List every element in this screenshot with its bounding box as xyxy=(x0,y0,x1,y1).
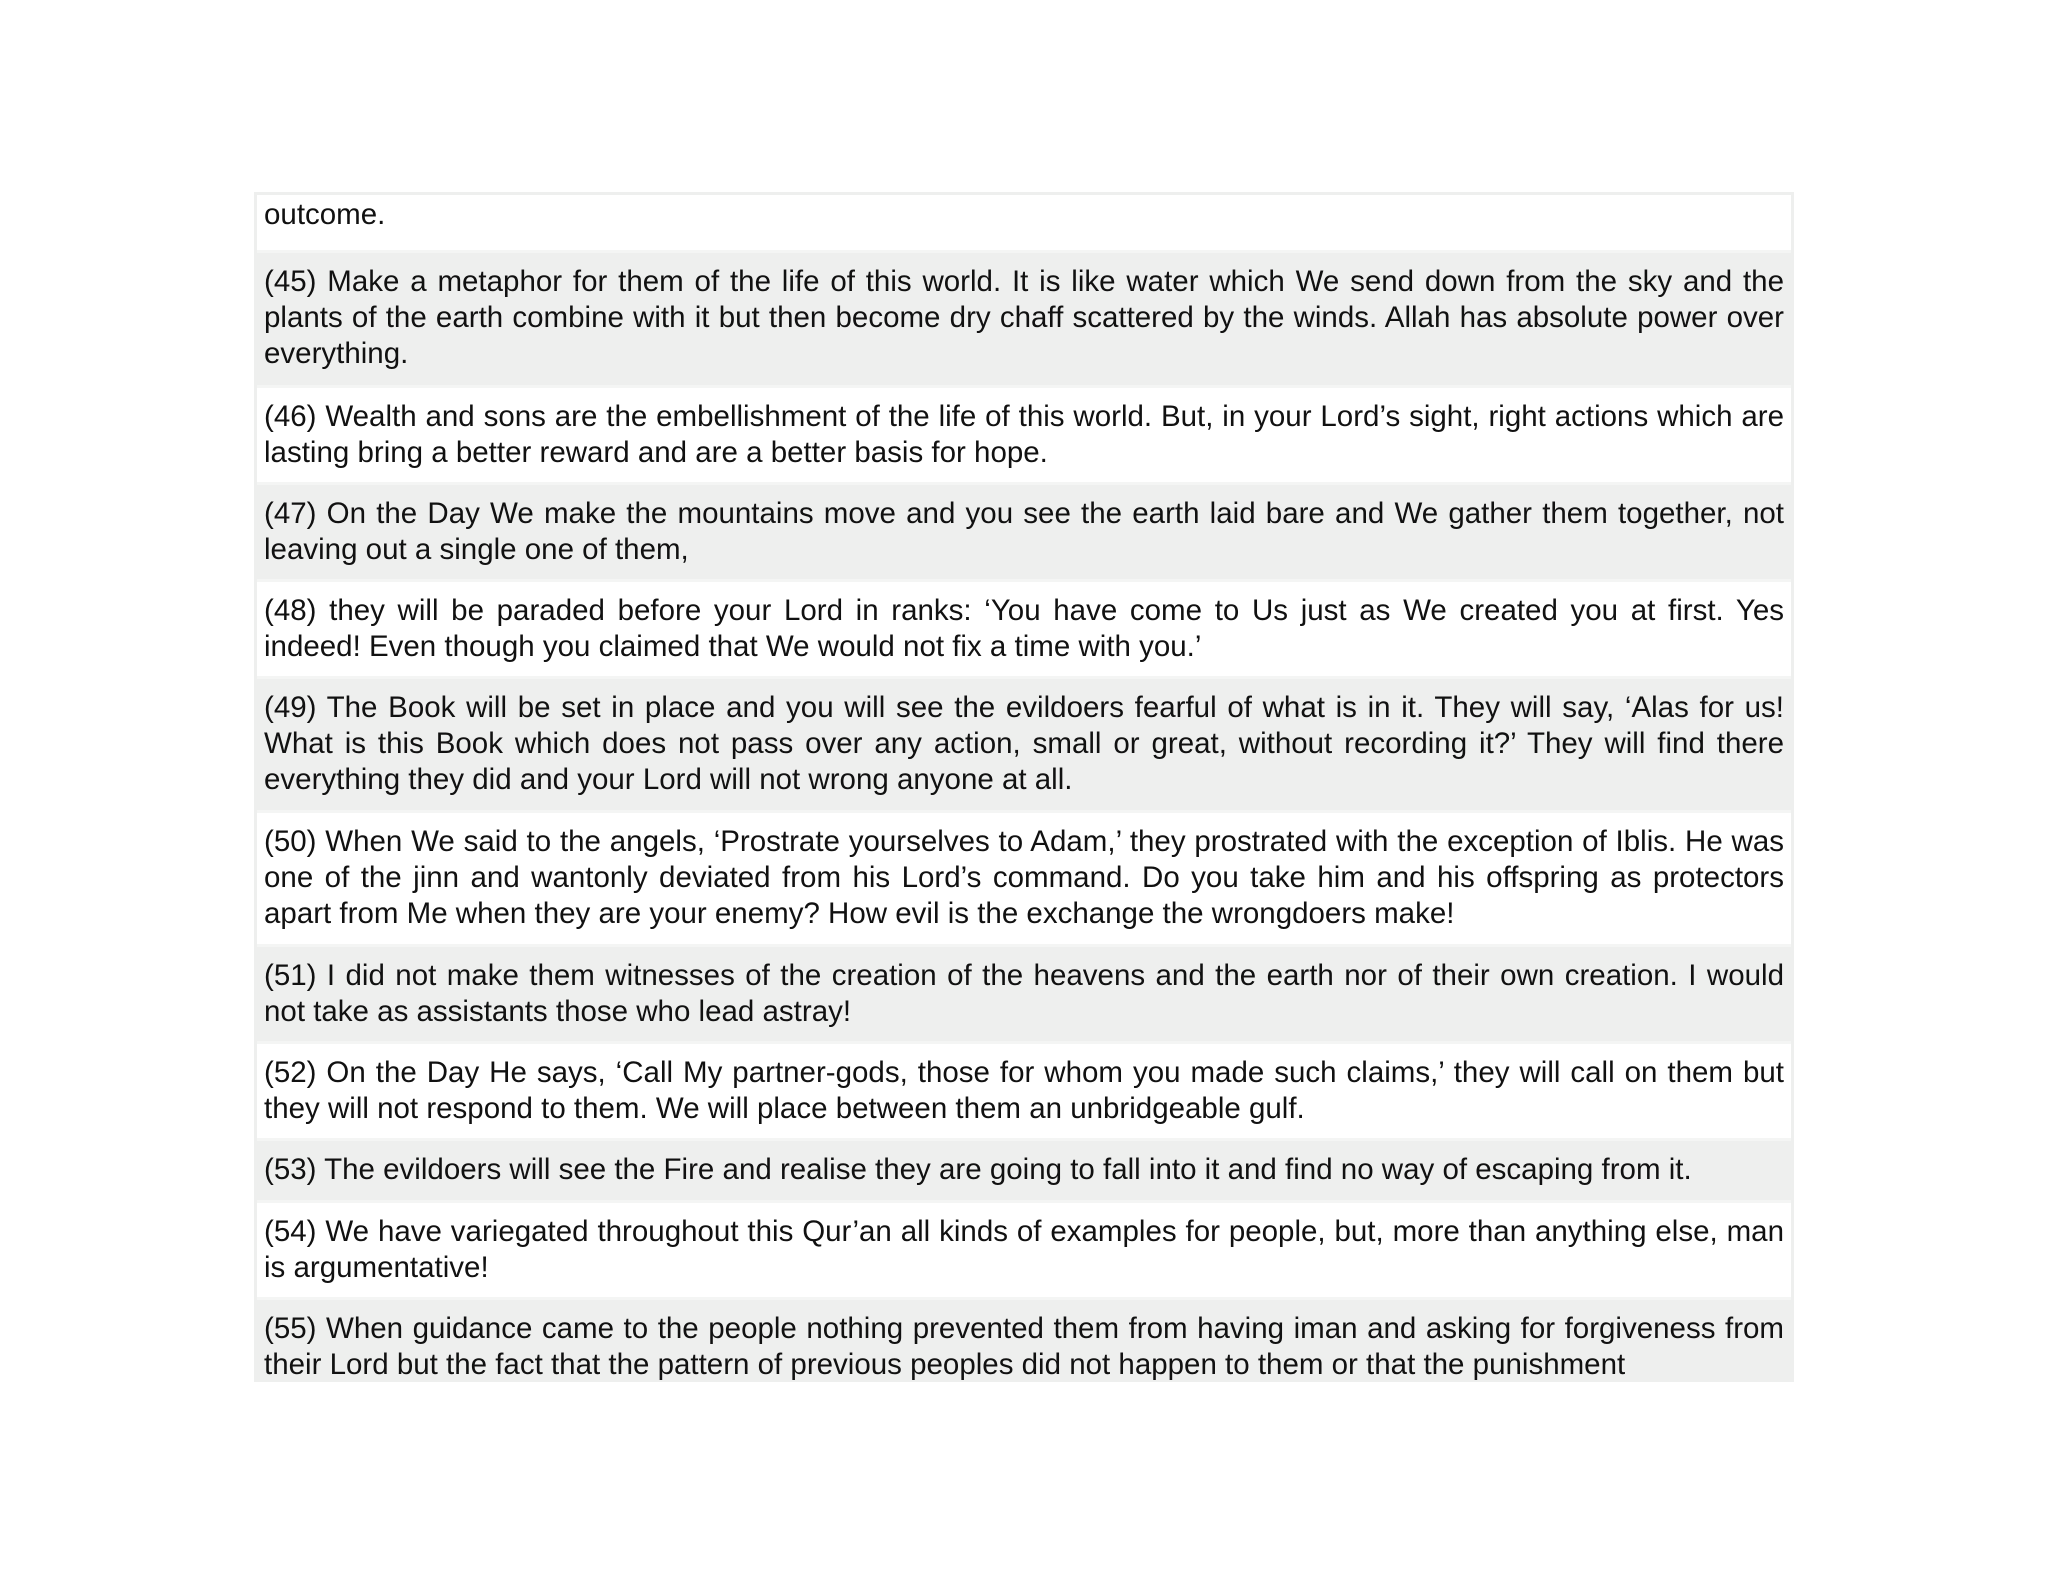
verse-text: (51) I did not make them witnesses of the creation of the heavens and the earth nor of their own creation. I would not take as assistants those who lead astray! xyxy=(264,959,1784,1028)
verse-row xyxy=(257,1141,1791,1203)
verse-row xyxy=(257,1300,1791,1382)
verse-text: (45) Make a metaphor for them of the life of this world. It is like water which We send down from the sky and the plants of the earth combine with it but then become dry chaff scattered by the winds. Allah has absolute power over everything. xyxy=(264,265,1784,370)
verse-row xyxy=(257,253,1791,388)
verse-text: (50) When We said to the angels, ‘Prostrate yourselves to Adam,’ they prostrated with the exception of Iblis. He was one of the jinn and wantonly deviated from his Lord’s command. Do you take him and his offspring as protectors apart from Me when they are your enemy? How evil is the exchange the wrongdoers make! xyxy=(264,825,1784,930)
verse-text: (49) The Book will be set in place and you will see the evildoers fearful of what is in it. They will say, ‘Alas for us! What is this Book which does not pass over any action, small or great, without recording it?’ They will find there everything they did and your Lord will not wrong anyone at all. xyxy=(264,691,1784,796)
verse-row xyxy=(257,582,1791,679)
verse-text: outcome. xyxy=(264,198,386,231)
verse-text: (46) Wealth and sons are the embellishment of the life of this world. But, in your Lord’s sight, right actions which are lasting bring a better reward and are a better basis for hope. xyxy=(264,400,1784,469)
verse-row xyxy=(257,947,1791,1044)
verse-row xyxy=(257,388,1791,485)
verse-text: (47) On the Day We make the mountains move and you see the earth laid bare and We gather them together, not leaving out a single one of them, xyxy=(264,497,1784,566)
verse-text: (55) When guidance came to the people nothing prevented them from having iman and asking for forgiveness from their Lord but the fact that the pattern of previous peoples did not happen to them or that the punishment xyxy=(264,1312,1784,1381)
verse-row xyxy=(257,485,1791,582)
verse-text: (53) The evildoers will see the Fire and realise they are going to fall into it and find no way of escaping from it. xyxy=(264,1153,1692,1186)
verse-row xyxy=(257,813,1791,947)
verse-row xyxy=(257,1044,1791,1141)
verse-text: (54) We have variegated throughout this Qur’an all kinds of examples for people, but, more than anything else, man is argumentative! xyxy=(264,1215,1784,1284)
verse-row xyxy=(257,1203,1791,1300)
verse-text: (52) On the Day He says, ‘Call My partner-gods, those for whom you made such claims,’ they will call on them but they will not respond to them. We will place between them an unbridgeable gulf. xyxy=(264,1056,1784,1125)
verse-row xyxy=(257,195,1791,253)
verse-text: (48) they will be paraded before your Lord in ranks: ‘You have come to Us just as We created you at first. Yes indeed! Even though you claimed that We would not fix a time with you.’ xyxy=(264,594,1784,663)
verse-table xyxy=(254,192,1794,1382)
verse-row xyxy=(257,679,1791,813)
